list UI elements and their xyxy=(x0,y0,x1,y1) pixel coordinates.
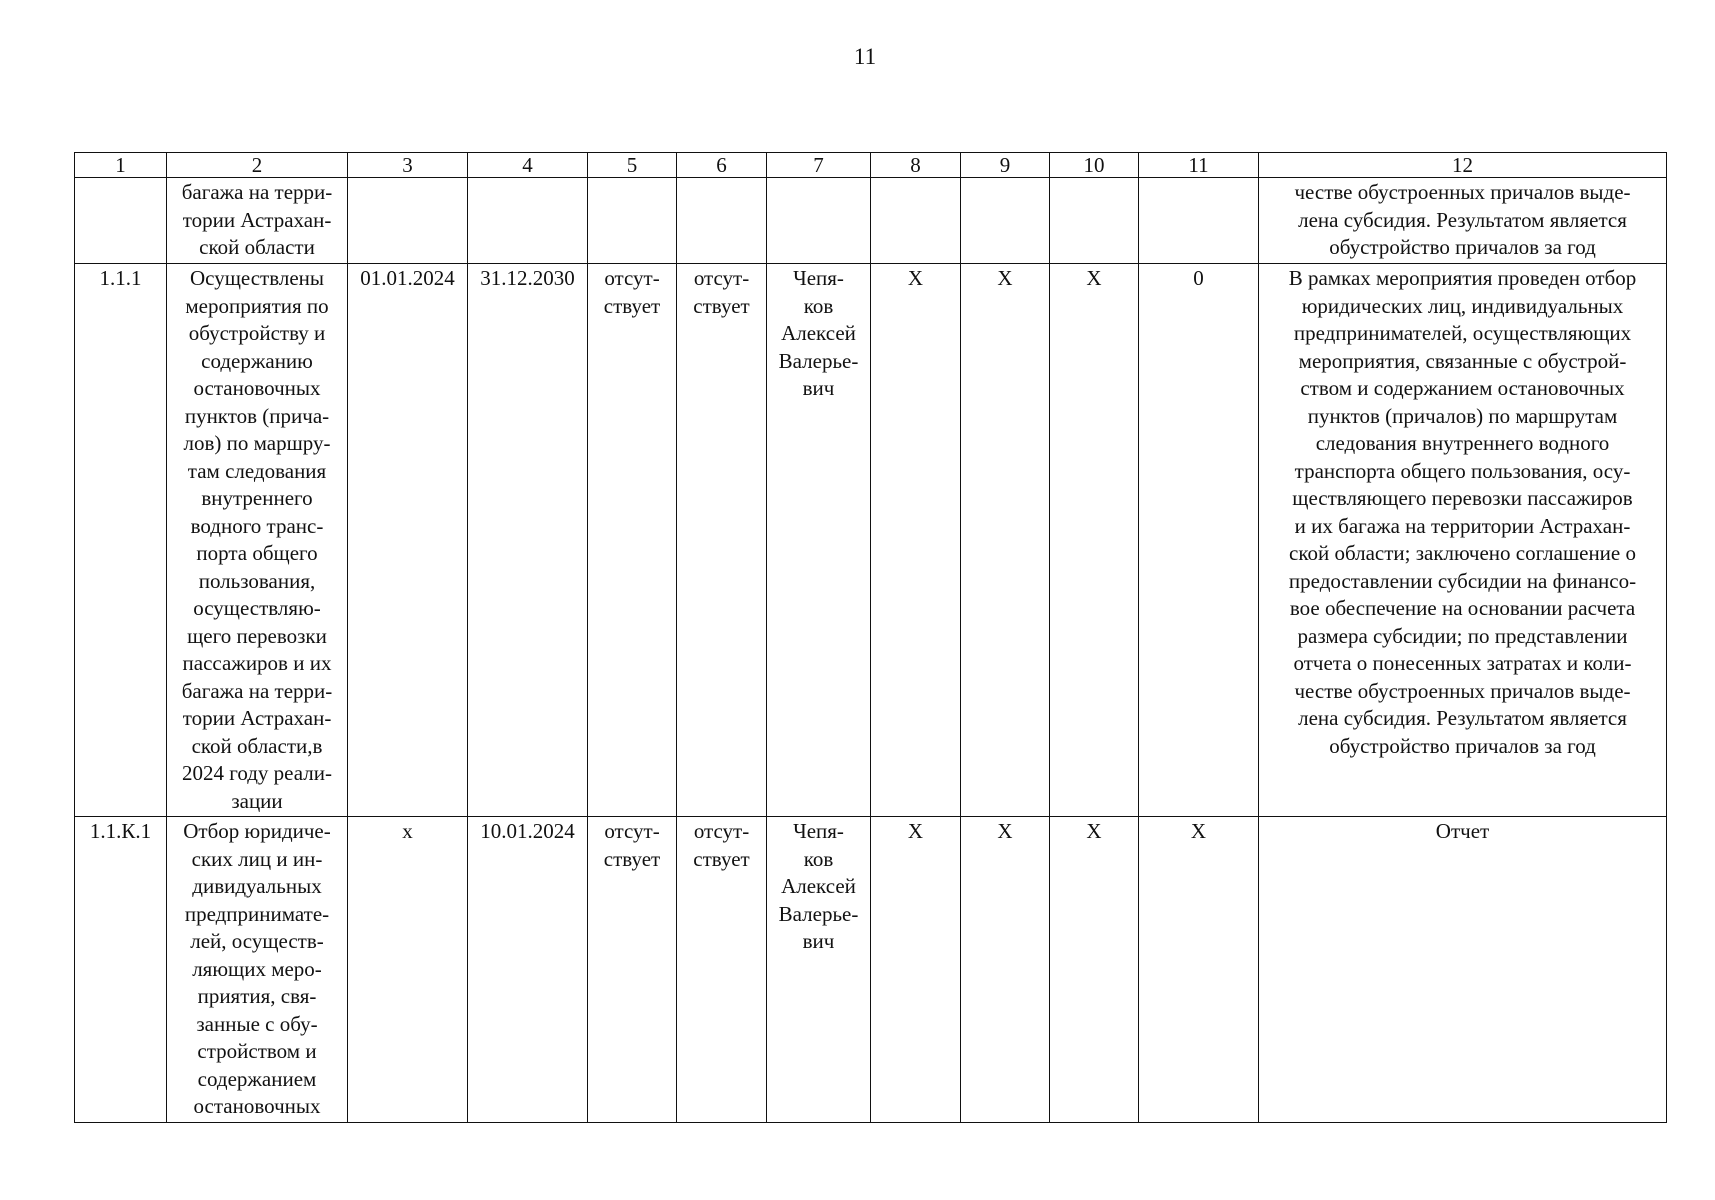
table-row-1-1-1 xyxy=(75,264,1667,817)
table-row-1-1-k-1 xyxy=(75,817,1667,1123)
cell-description: В рамках мероприятия проведен отбор юридических лиц, индивидуальных предпринимателей, осуществляющих мероприятия, связанные с обустрой- ством и содержанием остановочных пунктов (причалов) по маршрутам следования внутреннего водного транспорта общего пользования, осу- ществляющего перевозки пассажиров и их багажа на территории Астрахан- ской области; заключено соглашение о предоставлении субсидии на финансо- вое обеспечение на основании расчета размера субсидии; по представлении отчета о понесенных затратах и коли- честве обустроенных причалов выде- лена субсидия. Результатом является обустройство причалов за год xyxy=(1259,264,1667,817)
cell-col5: отсут- ствует xyxy=(588,817,677,1123)
cell-col5: отсут- ствует xyxy=(588,264,677,817)
cell-col6 xyxy=(677,178,767,264)
measures-table xyxy=(74,152,1667,1123)
cell-start-date: 01.01.2024 xyxy=(348,264,468,817)
column-header-1: 1 xyxy=(75,153,167,178)
cell-col6: отсут- ствует xyxy=(677,264,767,817)
cell-col10: X xyxy=(1050,264,1139,817)
cell-col8: X xyxy=(871,264,961,817)
cell-col9: X xyxy=(961,264,1050,817)
column-header-3: 3 xyxy=(348,153,468,178)
column-header-8: 8 xyxy=(871,153,961,178)
cell-col5 xyxy=(588,178,677,264)
cell-end-date xyxy=(468,178,588,264)
column-header-5: 5 xyxy=(588,153,677,178)
column-header-2: 2 xyxy=(167,153,348,178)
column-header-4: 4 xyxy=(468,153,588,178)
cell-number: 1.1.К.1 xyxy=(75,817,167,1123)
cell-description: Отчет xyxy=(1259,817,1667,1123)
cell-name: Осуществлены мероприятия по обустройству и содержанию остановочных пунктов (прича- лов) по маршру- там следования внутреннего водного транс- порта общего пользования, осуществляю- щего перевозки пассажиров и их багажа на терри- тории Астрахан- ской области,в 2024 году реали- зации xyxy=(167,264,348,817)
column-header-10: 10 xyxy=(1050,153,1139,178)
cell-col9: X xyxy=(961,817,1050,1123)
cell-col8: X xyxy=(871,817,961,1123)
cell-responsible: Чепя- ков Алексей Валерье- вич xyxy=(767,264,871,817)
cell-col11: X xyxy=(1139,817,1259,1123)
cell-col9 xyxy=(961,178,1050,264)
column-header-6: 6 xyxy=(677,153,767,178)
cell-number: 1.1.1 xyxy=(75,264,167,817)
cell-responsible xyxy=(767,178,871,264)
header-row xyxy=(75,153,1667,178)
cell-col6: отсут- ствует xyxy=(677,817,767,1123)
page-number: 11 xyxy=(853,44,877,69)
cell-number xyxy=(75,178,167,264)
cell-col10: X xyxy=(1050,817,1139,1123)
cell-col11: 0 xyxy=(1139,264,1259,817)
cell-name: Отбор юридиче- ских лиц и ин- дивидуальных предпринимате- лей, осуществ- ляющих меро- приятия, свя- занные с обу- стройством и содержанием остановочных xyxy=(167,817,348,1123)
cell-responsible: Чепя- ков Алексей Валерье- вич xyxy=(767,817,871,1123)
column-header-9: 9 xyxy=(961,153,1050,178)
cell-name: багажа на терри- тории Астрахан- ской области xyxy=(167,178,348,264)
table-row-continuation xyxy=(75,178,1667,264)
cell-start-date: х xyxy=(348,817,468,1123)
column-header-7: 7 xyxy=(767,153,871,178)
cell-col11 xyxy=(1139,178,1259,264)
cell-description: честве обустроенных причалов выде- лена субсидия. Результатом является обустройство причалов за год xyxy=(1259,178,1667,264)
cell-col8 xyxy=(871,178,961,264)
cell-end-date: 10.01.2024 xyxy=(468,817,588,1123)
column-header-12: 12 xyxy=(1259,153,1667,178)
cell-start-date xyxy=(348,178,468,264)
column-header-11: 11 xyxy=(1139,153,1259,178)
cell-col10 xyxy=(1050,178,1139,264)
cell-end-date: 31.12.2030 xyxy=(468,264,588,817)
